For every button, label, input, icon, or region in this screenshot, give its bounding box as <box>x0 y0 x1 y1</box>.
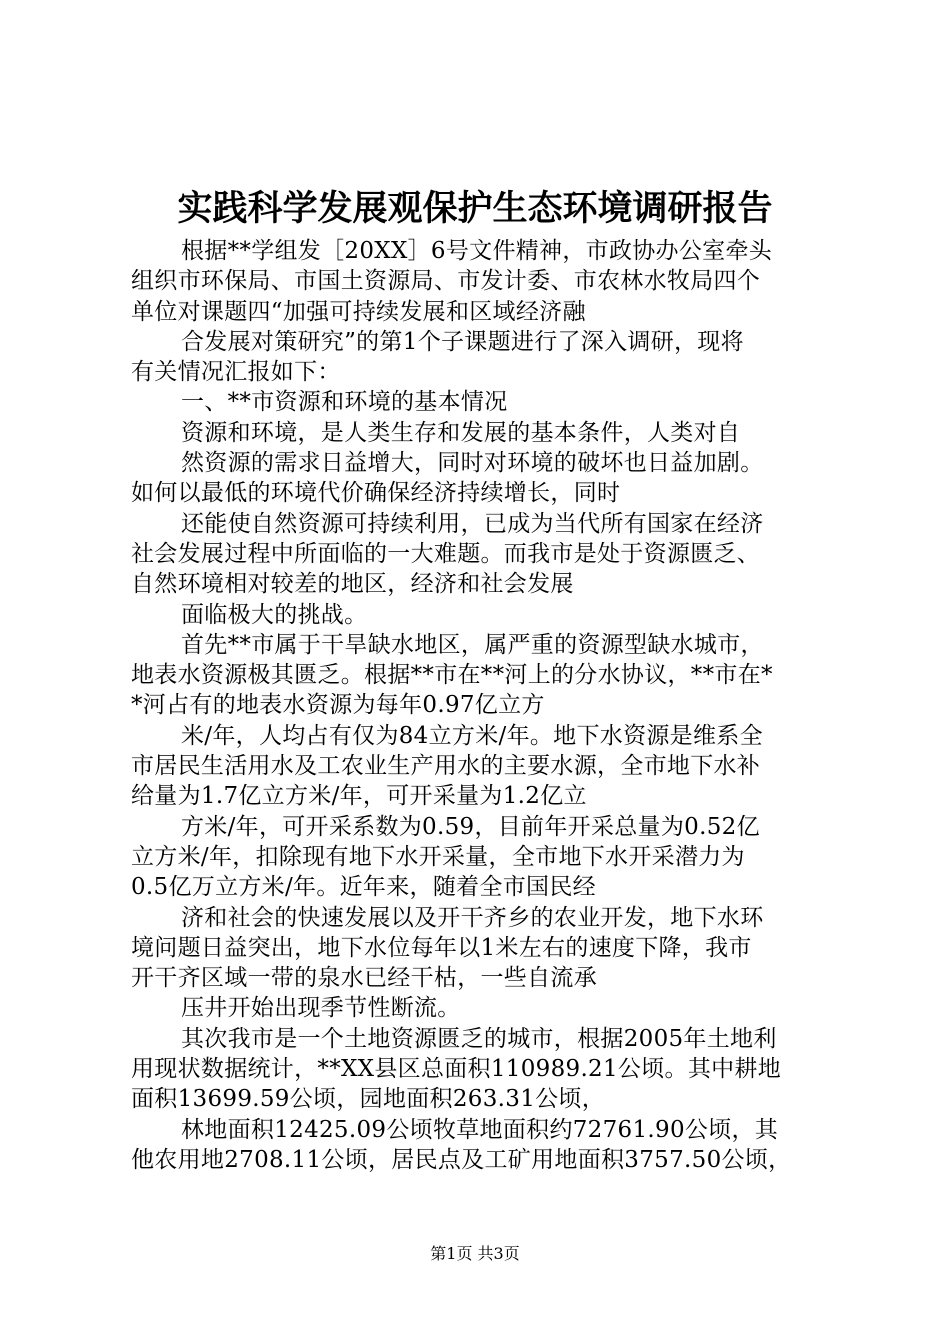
text-line: 其次我市是一个土地资源匮乏的城市，根据2005年土地利 <box>181 1025 777 1052</box>
text-line: 如何以最低的环境代价确保经济持续增长，同时 <box>131 480 621 507</box>
document-title: 实践科学发展观保护生态环境调研报告 <box>177 188 773 229</box>
text-line: 立方米/年，扣除现有地下水开采量，全市地下水开采潜力为 <box>131 843 745 870</box>
text-line: 给量为1.7亿立方米/年，可开采量为1.2亿立 <box>131 783 587 810</box>
text-line: 然资源的需求日益增大，同时对环境的破坏也日益加剧。 <box>181 450 764 477</box>
text-line: 面临极大的挑战。 <box>181 601 368 628</box>
text-line: 有关情况汇报如下： <box>131 359 341 386</box>
text-line: 济和社会的快速发展以及开干齐乡的农业开发，地下水环 <box>181 904 764 931</box>
text-line: 首先**市属于干旱缺水地区，属严重的资源型缺水城市， <box>181 631 764 658</box>
text-line: 开干齐区域一带的泉水已经干枯，一些自流承 <box>131 965 597 992</box>
page-footer: 第1页 共3页 <box>430 1244 520 1263</box>
text-line: 资源和环境，是人类生存和发展的基本条件，人类对自 <box>181 419 741 446</box>
text-line: 根据**学组发［20XX］6号文件精神，市政协办公室牵头 <box>181 238 773 264</box>
text-line: 0.5亿万立方米/年。近年来，随着全市国民经 <box>131 874 596 901</box>
text-line: 境问题日益突出，地下水位每年以1米左右的速度下降，我市 <box>131 934 752 961</box>
text-line: 米/年，人均占有仅为84立方米/年。地下水资源是维系全 <box>181 722 763 749</box>
text-line: 用现状数据统计，**XX县区总面积110989.21公顷。其中耕地 <box>131 1056 782 1083</box>
text-line: 单位对课题四“加强可持续发展和区域经济融 <box>131 298 586 325</box>
text-line: 市居民生活用水及工农业生产用水的主要水源，全市地下水补 <box>131 753 761 780</box>
text-line: 地表水资源极其匮乏。根据**市在**河上的分水协议，**市在* <box>131 662 773 689</box>
text-line: 社会发展过程中所面临的一大难题。而我市是处于资源匮乏、 <box>131 540 761 567</box>
text-line: 林地面积12425.09公顷牧草地面积约72761.90公顷，其 <box>181 1116 779 1143</box>
text-line: 自然环境相对较差的地区，经济和社会发展 <box>131 571 574 598</box>
text-line: 压井开始出现季节性断流。 <box>181 995 461 1022</box>
text-line: 一、**市资源和环境的基本情况 <box>181 389 508 416</box>
text-line: *河占有的地表水资源为每年0.97亿立方 <box>131 692 545 719</box>
document-body <box>131 236 831 1175</box>
text-line: 合发展对策研究”的第1个子课题进行了深入调研，现将 <box>181 328 744 355</box>
text-line: 方米/年，可开采系数为0.59，目前年开采总量为0.52亿 <box>181 813 760 840</box>
text-line: 他农用地2708.11公顷，居民点及工矿用地面积3757.50公顷， <box>131 1146 792 1173</box>
text-line: 组织市环保局、市国土资源局、市发计委、市农林水牧局四个 <box>131 268 761 295</box>
text-line: 面积13699.59公顷，园地面积263.31公顷， <box>131 1086 606 1113</box>
text-line: 还能使自然资源可持续利用，已成为当代所有国家在经济 <box>181 510 764 537</box>
